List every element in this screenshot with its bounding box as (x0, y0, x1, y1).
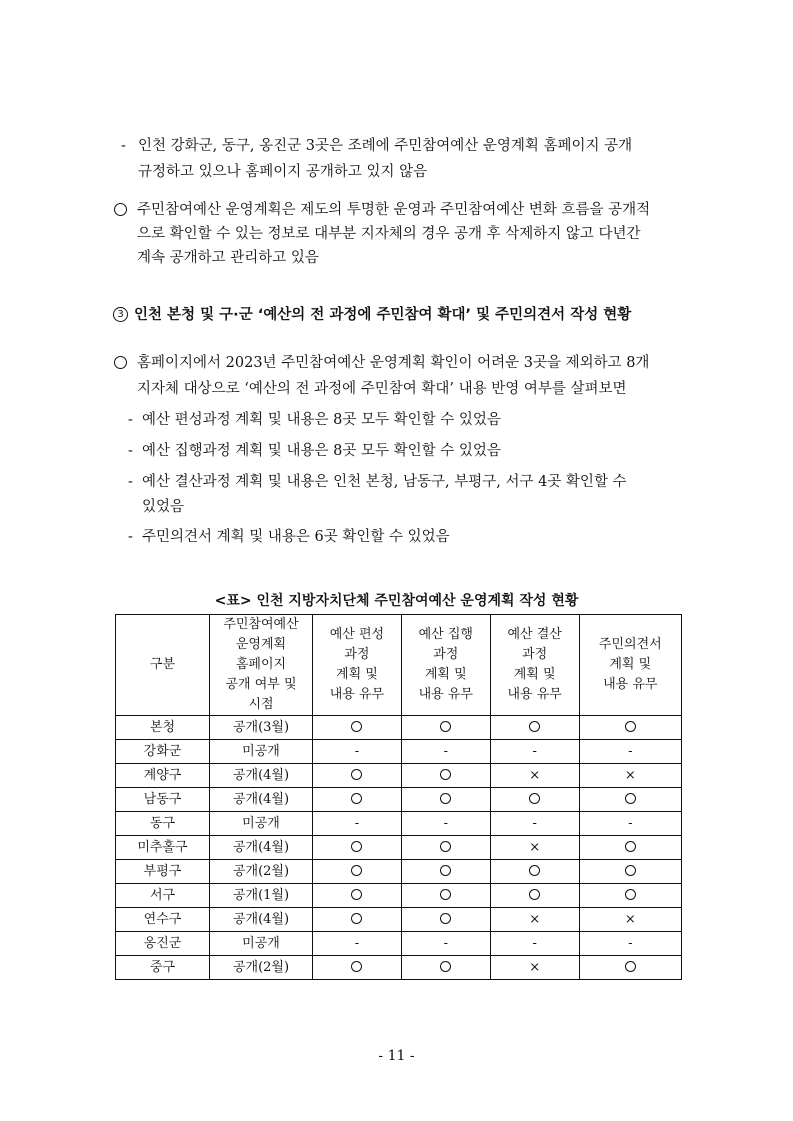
table-cell (401, 956, 490, 980)
table-cell (579, 956, 681, 980)
circle-mark-icon (440, 865, 451, 876)
circle-mark-icon (625, 793, 636, 804)
table-cell: 서구 (116, 884, 210, 908)
para2-line2: 으로 확인할 수 있는 정보로 대부분 지자체의 경우 공개 후 삭제하지 않고 다년간 (137, 226, 641, 242)
table-row (116, 716, 682, 740)
table-row (116, 860, 682, 884)
table-cell (401, 884, 490, 908)
table-cell: × (490, 836, 579, 860)
table-cell: 공개(2월) (210, 956, 313, 980)
table-cell: 공개(3월) (210, 716, 313, 740)
table-cell: × (490, 908, 579, 932)
table-cell: 연수구 (116, 908, 210, 932)
table-cell (579, 716, 681, 740)
para1-line2: 규정하고 있으나 홈페이지 공개하고 있지 않음 (138, 164, 428, 180)
table-row (116, 884, 682, 908)
circle-mark-icon (625, 865, 636, 876)
circle-mark-icon (351, 721, 362, 732)
table-header-cell: 구분 (116, 615, 210, 716)
table-cell: 공개(4월) (210, 908, 313, 932)
bullet-3-line2: 있었음 (142, 499, 185, 515)
table-row (116, 764, 682, 788)
circle-mark-icon (440, 889, 451, 900)
table-cell: 공개(4월) (210, 764, 313, 788)
para2-line1: 주민참여예산 운영계획은 제도의 투명한 운영과 주민참여예산 변화 흐름을 공개적 (137, 202, 651, 218)
bullet-4: 주민의견서 계획 및 내용은 6곳 확인할 수 있었음 (142, 529, 450, 545)
table-row (116, 740, 682, 764)
para2-line3: 계속 공개하고 관리하고 있음 (137, 250, 319, 266)
table-cell (313, 908, 402, 932)
table-cell (579, 788, 681, 812)
bullet-3-line1: 예산 결산과정 계획 및 내용은 인천 본청, 남동구, 부평구, 서구 4곳 확인할 수 (142, 474, 627, 490)
table-caption: <표> 인천 지방자치단체 주민참여예산 운영계획 작성 현황 (214, 593, 579, 609)
table-cell (401, 764, 490, 788)
circle-bullet-icon (114, 356, 127, 369)
table-cell: 부평구 (116, 860, 210, 884)
table-cell: - (579, 812, 681, 836)
bullet-1: 예산 편성과정 계획 및 내용은 8곳 모두 확인할 수 있었음 (142, 412, 501, 428)
table-cell: - (490, 932, 579, 956)
circle-mark-icon (440, 841, 451, 852)
table-cell: 미추홀구 (116, 836, 210, 860)
circle-mark-icon (625, 841, 636, 852)
table-row (116, 932, 682, 956)
circle-mark-icon (625, 721, 636, 732)
table-cell (490, 788, 579, 812)
table-cell: × (490, 764, 579, 788)
table-cell (401, 836, 490, 860)
circle-mark-icon (440, 793, 451, 804)
dash-bullet: - (128, 412, 133, 428)
circle-mark-icon (351, 865, 362, 876)
dash-bullet: - (128, 529, 133, 545)
table-header-cell: 예산 편성 과정 계획 및 내용 유무 (313, 615, 402, 716)
heading-text: 인천 본청 및 구·군 ‘예산의 전 과정에 주민참여 확대’ 및 주민의견서 작성 현황 (134, 307, 632, 323)
table-header-row (116, 615, 682, 716)
table-cell: - (490, 812, 579, 836)
table-row (116, 812, 682, 836)
table-cell: - (579, 932, 681, 956)
circle-mark-icon (440, 961, 451, 972)
table-cell: 미공개 (210, 740, 313, 764)
table-cell: 공개(2월) (210, 860, 313, 884)
circle-mark-icon (351, 961, 362, 972)
para3-line1: 홈페이지에서 2023년 주민참여예산 운영계획 확인이 어려운 3곳을 제외하고 8개 (137, 355, 650, 371)
section-heading (113, 303, 631, 324)
circle-mark-icon (351, 793, 362, 804)
circle-mark-icon (351, 769, 362, 780)
table-cell (401, 716, 490, 740)
table-cell: 중구 (116, 956, 210, 980)
bullet-2: 예산 집행과정 계획 및 내용은 8곳 모두 확인할 수 있었음 (142, 443, 501, 459)
table-row (116, 788, 682, 812)
dash-bullet: - (121, 138, 126, 154)
table-row (116, 836, 682, 860)
table-cell: - (401, 932, 490, 956)
circled-number: 3 (113, 307, 128, 322)
table-cell: × (579, 764, 681, 788)
table-cell: 공개(1월) (210, 884, 313, 908)
table-cell (313, 716, 402, 740)
circle-mark-icon (625, 889, 636, 900)
table-cell: 본청 (116, 716, 210, 740)
table-cell (313, 836, 402, 860)
table-cell: × (579, 908, 681, 932)
table-row (116, 956, 682, 980)
table-cell (313, 884, 402, 908)
table-cell: 강화군 (116, 740, 210, 764)
para1-line1: 인천 강화군, 동구, 옹진군 3곳은 조례에 주민참여예산 운영계획 홈페이지 공개 (138, 138, 633, 154)
status-table (115, 614, 682, 980)
table-cell (401, 860, 490, 884)
circle-mark-icon (529, 865, 540, 876)
page-number: - 11 - (378, 1048, 415, 1064)
table-cell: 남동구 (116, 788, 210, 812)
table-cell: - (490, 740, 579, 764)
table-cell: - (313, 740, 402, 764)
table-cell: 미공개 (210, 812, 313, 836)
table-header-cell: 예산 결산 과정 계획 및 내용 유무 (490, 615, 579, 716)
table-header-cell: 주민의견서 계획 및 내용 유무 (579, 615, 681, 716)
table-cell: 미공개 (210, 932, 313, 956)
table-cell: - (313, 932, 402, 956)
circle-mark-icon (440, 913, 451, 924)
table-cell: 공개(4월) (210, 836, 313, 860)
dash-bullet: - (128, 474, 133, 490)
table-cell (313, 956, 402, 980)
table-cell: 공개(4월) (210, 788, 313, 812)
table-cell: 옹진군 (116, 932, 210, 956)
table-cell (490, 860, 579, 884)
circle-mark-icon (351, 889, 362, 900)
table-cell (490, 884, 579, 908)
circle-mark-icon (529, 889, 540, 900)
table-cell (579, 836, 681, 860)
circle-mark-icon (529, 793, 540, 804)
circle-mark-icon (351, 841, 362, 852)
table-cell (313, 860, 402, 884)
table-cell (579, 884, 681, 908)
table-cell (490, 716, 579, 740)
table-cell: 동구 (116, 812, 210, 836)
table-cell (401, 788, 490, 812)
circle-mark-icon (351, 913, 362, 924)
circle-mark-icon (625, 961, 636, 972)
table-cell (313, 764, 402, 788)
table-cell: - (579, 740, 681, 764)
circle-mark-icon (440, 721, 451, 732)
table-cell: - (401, 740, 490, 764)
table-cell: × (490, 956, 579, 980)
table-row (116, 908, 682, 932)
table-cell: - (313, 812, 402, 836)
table-cell (579, 860, 681, 884)
para3-line2: 지자체 대상으로 ‘예산의 전 과정에 주민참여 확대’ 내용 반영 여부를 살펴보면 (137, 381, 627, 397)
table-header-cell: 주민참여예산 운영계획 홈페이지 공개 여부 및 시점 (210, 615, 313, 716)
circle-mark-icon (529, 721, 540, 732)
table-cell (313, 788, 402, 812)
table-cell (401, 908, 490, 932)
table-cell: - (401, 812, 490, 836)
circle-mark-icon (440, 769, 451, 780)
table-header-cell: 예산 집행 과정 계획 및 내용 유무 (401, 615, 490, 716)
table-cell: 계양구 (116, 764, 210, 788)
dash-bullet: - (128, 443, 133, 459)
circle-bullet-icon (114, 203, 127, 216)
